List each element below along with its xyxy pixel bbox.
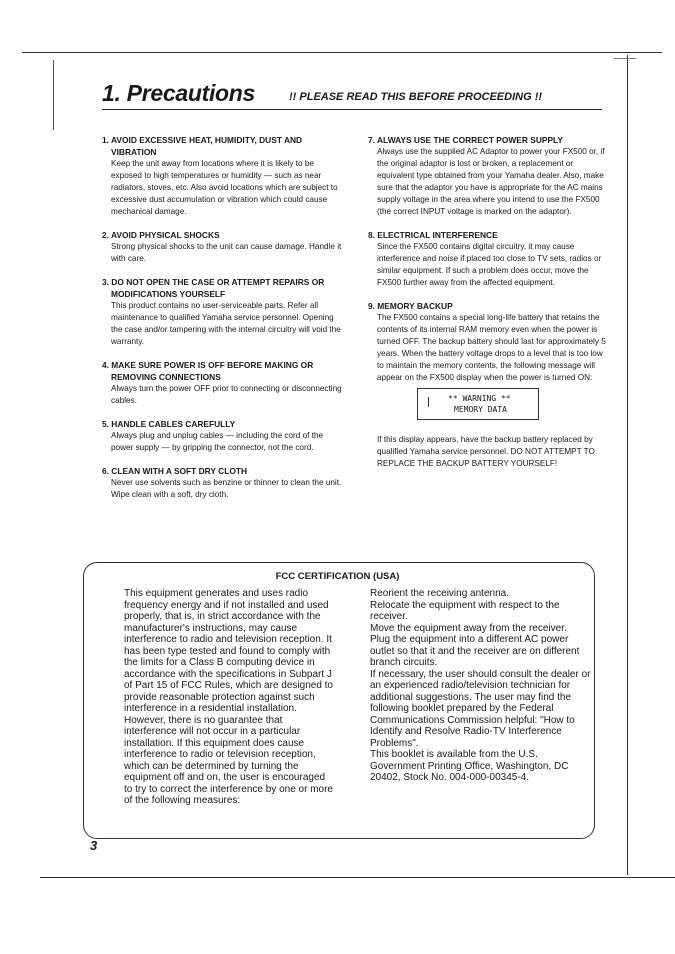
fcc-right-column bbox=[370, 588, 592, 784]
precaution-body: Always plug and unplug cables — including the cord of the power supply — by gripping the connector, not the cord. bbox=[111, 431, 324, 452]
fcc-left-column bbox=[124, 588, 336, 807]
lcd-cursor bbox=[428, 397, 429, 407]
precaution-item bbox=[368, 300, 608, 384]
precaution-item bbox=[102, 465, 342, 501]
page-subtitle: !! PLEASE READ THIS BEFORE PROCEEDING !! bbox=[289, 91, 543, 103]
precaution-heading: 1. AVOID EXCESSIVE HEAT, HUMIDITY, DUST AND VIBRATION bbox=[102, 135, 303, 157]
fcc-statement: This equipment generates and uses radio frequency energy and if not installed and used properly, that is, in strict accordance with the manufacturer's instructions, may cause interference to radio and television reception. It has been type tested and found to comply with the limits for a Class B computing device in accordance with the specifications in Subpart J of Part 15 of FCC Rules, which are designed to provide reasonable protection against such interference in a residential installation. However, there is no guarantee that interference will not occur in a particular installation. If this equipment does cause interference to radio or television reception, which can be determined by turning the equipment off and on, the user is encouraged to try to correct the interference by one or more of the following measures: bbox=[124, 588, 333, 806]
precaution-item bbox=[102, 229, 342, 265]
precaution-item bbox=[368, 134, 608, 218]
precaution-item bbox=[102, 418, 342, 454]
bottom-rule bbox=[40, 877, 675, 878]
lcd-line-2: MEMORY DATA bbox=[454, 405, 507, 414]
precaution-item bbox=[102, 134, 342, 218]
precaution-heading: 8. ELECTRICAL INTERFERENCE bbox=[368, 230, 498, 240]
precaution-heading: 4. MAKE SURE POWER IS OFF BEFORE MAKING OR REMOVING CONNECTIONS bbox=[102, 360, 314, 382]
lcd-display bbox=[417, 388, 539, 420]
precaution-body: Strong physical shocks to the unit can cause damage. Handle it with care. bbox=[111, 242, 342, 263]
precaution-heading: 3. DO NOT OPEN THE CASE OR ATTEMPT REPAIRS OR MODIFICATIONS YOURSELF bbox=[102, 277, 325, 299]
precaution-item bbox=[368, 229, 608, 289]
precaution-item bbox=[102, 359, 342, 407]
precautions-right-column bbox=[368, 134, 608, 470]
precaution-body: Never use solvents such as benzine or thinner to clean the unit. Wipe clean with a soft, dry cloth. bbox=[111, 478, 342, 499]
precaution-body: The FX500 contains a special long-life battery that retains the contents of its internal RAM memory even when the power is turned OFF. The backup battery should last for approximately 5 years. When the battery voltage drops to a level that is too low to maintain the memory contents, the following message will appear on the FX500 display when the power is turned ON: bbox=[377, 313, 606, 382]
precaution-body: Since the FX500 contains digital circuitry, it may cause interference and noise if placed too close to TV sets, radios or similar equipment. If such a problem does occur, move the FX500 further away from the affected equipment. bbox=[377, 242, 602, 287]
top-rule bbox=[22, 52, 662, 53]
fcc-measure: Reorient the receiving antenna. bbox=[370, 588, 509, 599]
page-title: 1. Precautions bbox=[102, 80, 256, 106]
fcc-measure: Relocate the equipment with respect to the receiver. bbox=[370, 599, 560, 622]
right-margin-line bbox=[627, 55, 628, 875]
precaution-body: Keep the unit away from locations where it is likely to be exposed to high temperatures or humidity — such as near radiators, stoves, etc. Also avoid locations which are subject to excessive dust accumulation or vibration which could cause mechanical damage. bbox=[111, 159, 338, 216]
fcc-booklet-info: This booklet is available from the U.S. Government Printing Office, Washington, DC 20402, Stock No. 004-000-00345-4. bbox=[370, 749, 569, 783]
precaution-item bbox=[102, 276, 342, 348]
fcc-title: FCC CERTIFICATION (USA) bbox=[275, 571, 400, 582]
left-margin-line bbox=[53, 60, 54, 130]
page-number: 3 bbox=[90, 838, 98, 853]
fcc-measure: If necessary, the user should consult the dealer or an experienced radio/television technician for additional suggestions. The user may find the following booklet prepared by the Federal Communications Commission helpful: "How to Identify and Resolve Radio-TV Interference Problems". bbox=[370, 668, 591, 749]
backup-warning-text: If this display appears, have the backup battery replaced by qualified Yamaha service personnel. DO NOT ATTEMPT TO REPLACE THE BACKUP BATTERY YOURSELF! bbox=[377, 435, 595, 468]
header-rule bbox=[102, 109, 602, 110]
precautions-left-column bbox=[102, 134, 342, 512]
precaution-heading: 2. AVOID PHYSICAL SHOCKS bbox=[102, 230, 220, 240]
fcc-measure: Move the equipment away from the receiver. bbox=[370, 622, 567, 634]
precaution-heading: 9. MEMORY BACKUP bbox=[368, 301, 453, 311]
lcd-line-1: ** WARNING ** bbox=[448, 394, 511, 403]
precaution-heading: 7. ALWAYS USE THE CORRECT POWER SUPPLY bbox=[368, 135, 563, 145]
precaution-body: This product contains no user-serviceable parts. Refer all maintenance to qualified Yamaha service personnel. Opening the case and/or tampering with the internal circuitry will void the warranty. bbox=[111, 301, 341, 346]
corner-mark bbox=[614, 58, 636, 59]
precaution-heading: 6. CLEAN WITH A SOFT DRY CLOTH bbox=[102, 466, 248, 476]
precaution-body: Always turn the power OFF prior to connecting or disconnecting cables. bbox=[111, 384, 342, 405]
precaution-heading: 5. HANDLE CABLES CAREFULLY bbox=[102, 419, 236, 429]
fcc-measure: Plug the equipment into a different AC power outlet so that it and the receiver are on different branch circuits. bbox=[370, 634, 580, 668]
precaution-body: Always use the supplied AC Adaptor to power your FX500 or, if the original adaptor is lost or broken, a replacement or equivalent type obtained from your Yamaha dealer. Also, make sure that the adaptor you have is appropriate for the AC mains supply voltage in the area where you intend to use the FX500 (the correct INPUT voltage is marked on the adaptor). bbox=[377, 147, 605, 216]
